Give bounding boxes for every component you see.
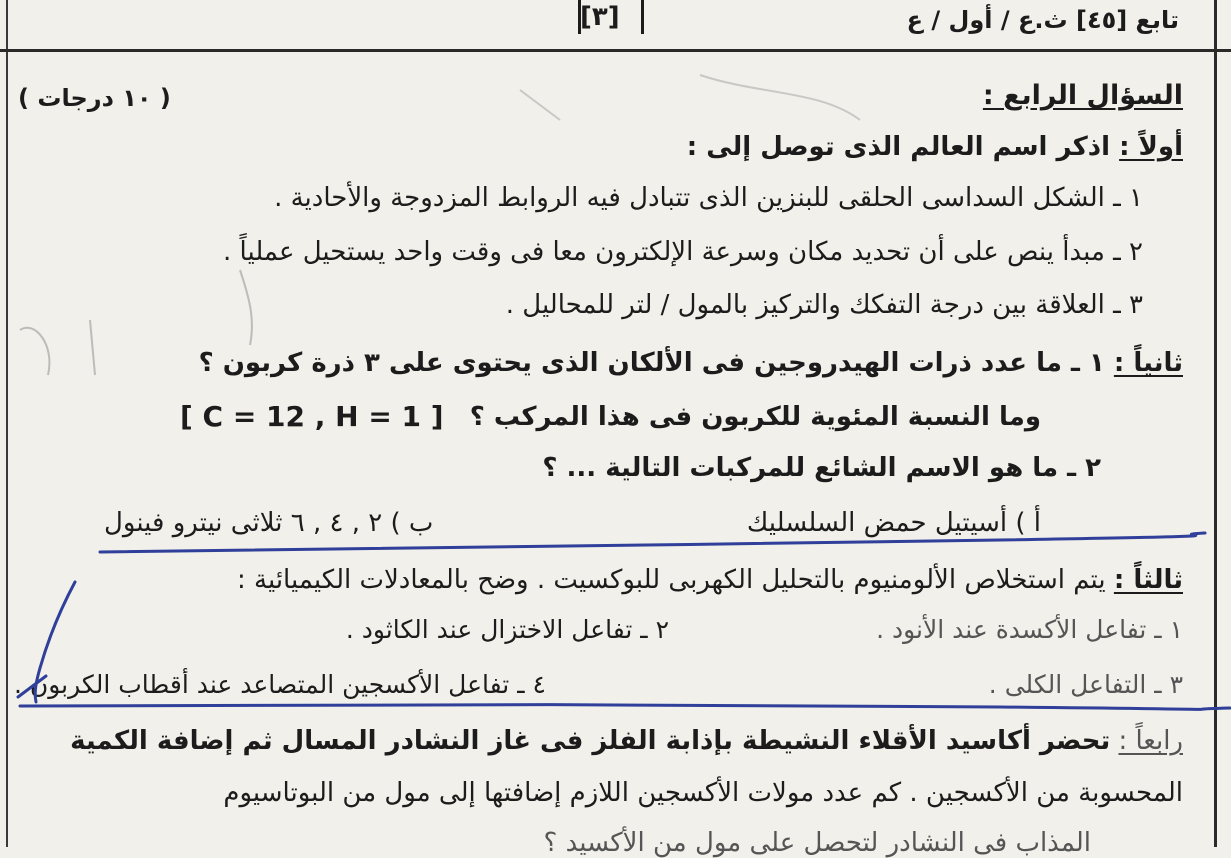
fourth-line1: تحضر أكاسيد الأقلاء النشيطة بإذابة الفلز فى غاز النشادر المسال ثم إضافة الكمية <box>70 726 1111 756</box>
third-prompt: يتم استخلاص الألومنيوم بالتحليل الكهربى للبوكسيت . وضح بالمعادلات الكيميائية : <box>237 565 1106 595</box>
second-label: ثانياً : <box>1113 348 1183 378</box>
first-item-2: ٢ ـ مبدأ ينص على أن تحديد مكان وسرعة الإلكترون معا فى وقت واحد يستحيل عملياً . <box>223 237 1143 267</box>
third-item-3: ٣ ـ التفاعل الكلى . <box>988 670 1183 699</box>
fourth-line2: المحسوبة من الأكسجين . كم عدد مولات الأكسجين اللازم إضافتها إلى مول من البوتاسيوم <box>223 778 1183 808</box>
second-option-a: أ ) أسيتيل حمض السلسليك <box>746 508 1041 538</box>
third-item-4: ٤ ـ تفاعل الأكسجين المتصاعد عند أقطاب الكربون . <box>14 670 546 699</box>
right-margin-rule <box>1214 0 1217 847</box>
fourth-section-heading <box>70 726 1183 756</box>
faint-pencil-right <box>520 75 860 120</box>
pen-underline-bottom <box>20 705 1230 710</box>
first-item-3: ٣ ـ العلاقة بين درجة التفكك والتركيز بالمول / لتر للمحاليل . <box>505 290 1143 320</box>
first-label: أولاً : <box>1119 132 1183 162</box>
question-marks: ( ١٠ درجات ) <box>18 84 171 112</box>
second-q2: ٢ ـ ما هو الاسم الشائع للمركبات التالية ... ؟ <box>542 453 1101 483</box>
left-margin-rule <box>6 0 8 847</box>
third-label: ثالثاً : <box>1113 565 1183 595</box>
header-divider <box>0 49 1231 52</box>
third-item-2: ٢ ـ تفاعل الاختزال عند الكاثود . <box>345 615 669 644</box>
second-option-b: ب ) ٢ , ٤ , ٦ ثلاثى نيترو فينول <box>104 508 434 538</box>
first-item-1: ١ ـ الشكل السداسى الحلقى للبنزين الذى تتبادل فيه الروابط المزدوجة والأحادية . <box>274 183 1143 213</box>
second-q1-given: [ C = 12 , H = 1 ] <box>180 400 444 433</box>
fourth-label: رابعاً : <box>1118 726 1183 756</box>
fourth-line3: المذاب فى النشادر لتحصل على مول من الأكسيد ؟ <box>543 828 1091 858</box>
first-prompt: اذكر اسم العالم الذى توصل إلى : <box>686 132 1111 162</box>
third-item-1: ١ ـ تفاعل الأكسدة عند الأنود . <box>876 615 1183 644</box>
second-q1-line1: ١ ـ ما عدد ذرات الهيدروجين فى الألكان الذى يحتوى على ٣ ذرة كربون ؟ <box>198 348 1105 378</box>
third-section-heading <box>237 565 1183 595</box>
header-continuation: تابع [٤٥] ث.ع / أول / ع <box>906 6 1179 34</box>
page-number: [٣] <box>580 2 620 32</box>
second-q1-line2: وما النسبة المئوية للكربون فى هذا المركب ؟ <box>469 402 1041 432</box>
question-title: السؤال الرابع : <box>982 80 1183 111</box>
first-section-heading <box>687 132 1183 162</box>
second-section-heading <box>199 348 1183 378</box>
